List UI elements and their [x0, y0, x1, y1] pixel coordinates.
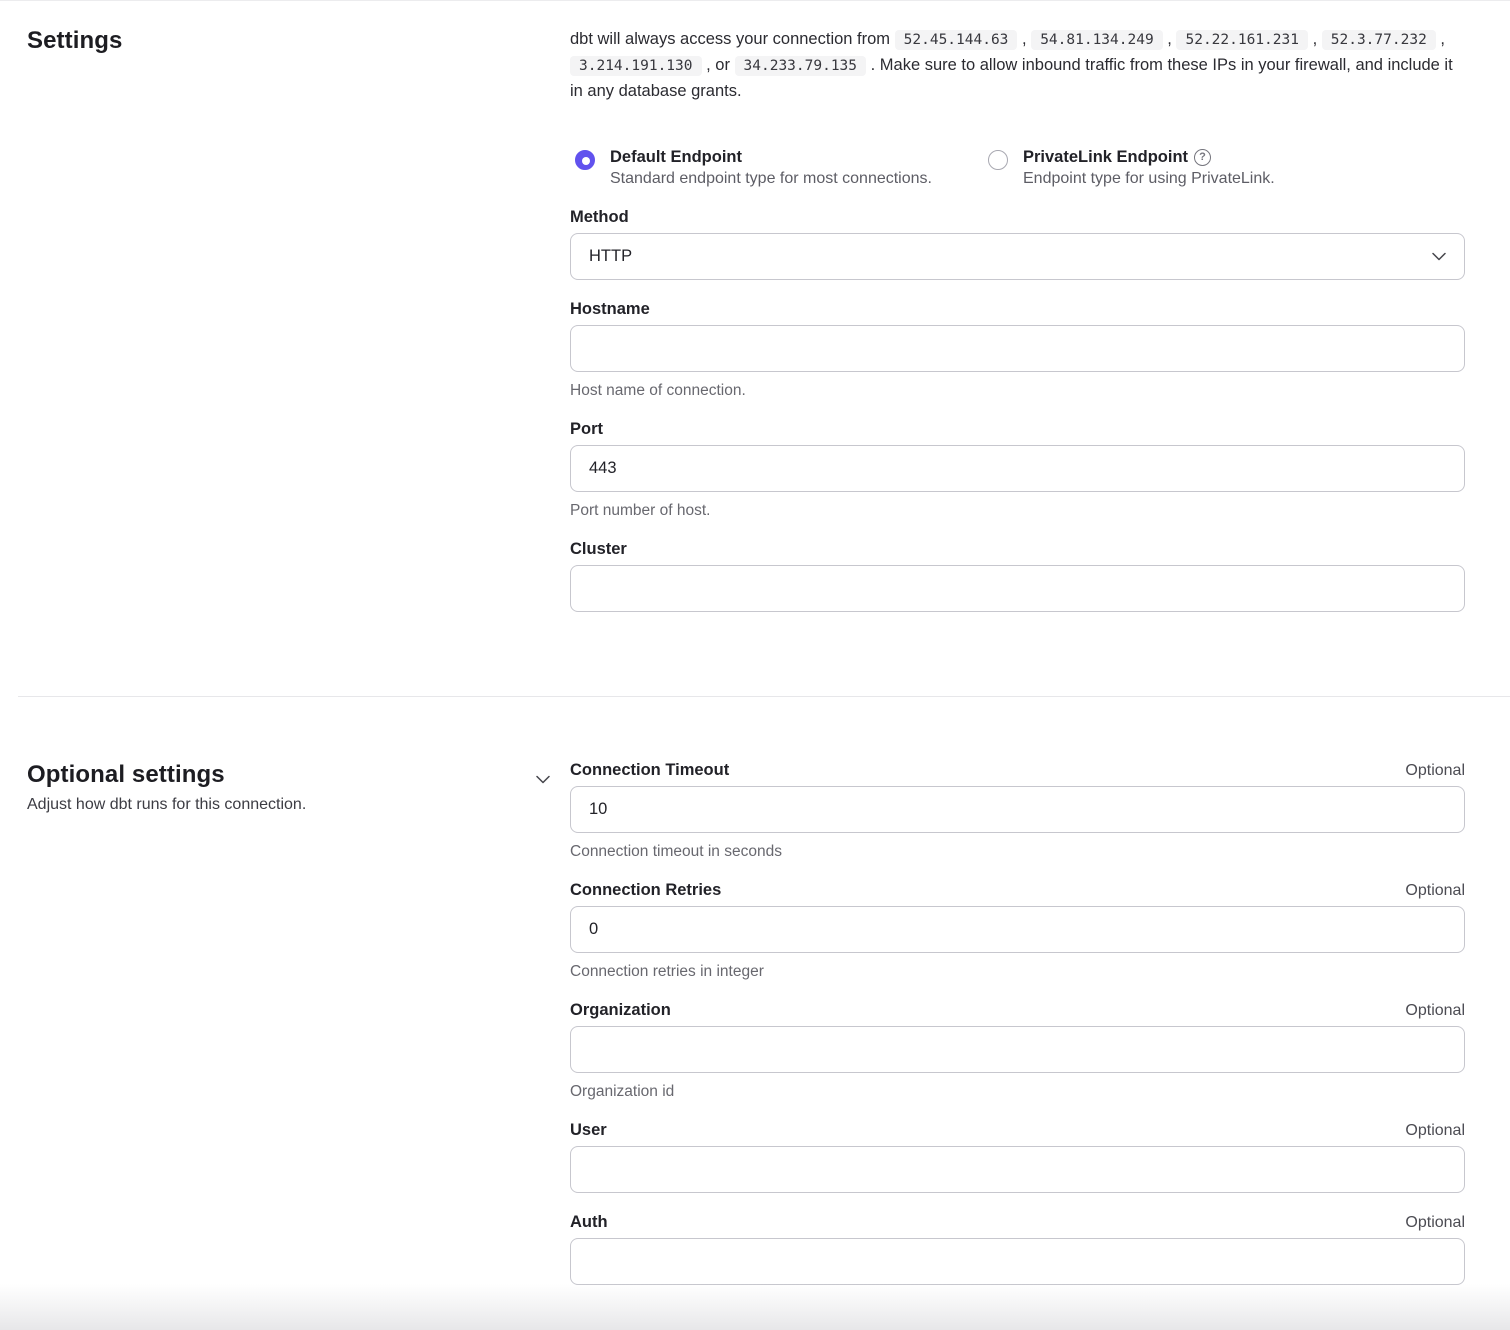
separator: , — [1312, 30, 1318, 48]
connection-timeout-label: Connection Timeout — [570, 761, 730, 779]
port-helper-text: Port number of host. — [570, 502, 711, 519]
connection-retries-input[interactable] — [570, 906, 1465, 953]
chevron-down-icon — [1432, 252, 1446, 261]
endpoint-type-radio-group — [570, 148, 1465, 188]
field-cluster — [570, 540, 1465, 612]
connection-retries-helper-text: Connection retries in integer — [570, 963, 764, 980]
optional-badge: Optional — [1405, 762, 1465, 779]
connection-retries-label: Connection Retries — [570, 881, 722, 899]
field-connection-timeout — [570, 761, 1465, 861]
ip-allowlist-paragraph — [570, 27, 1465, 104]
cluster-label: Cluster — [570, 540, 627, 558]
ip-address-chip: 3.214.191.130 — [570, 56, 702, 76]
separator: , — [1022, 30, 1027, 48]
auth-label: Auth — [570, 1213, 608, 1231]
collapse-section-toggle[interactable] — [536, 769, 550, 789]
ip-address-chip: 52.45.144.63 — [895, 30, 1018, 50]
optional-badge: Optional — [1405, 882, 1465, 899]
field-user — [570, 1121, 1465, 1193]
optional-badge: Optional — [1405, 1002, 1465, 1019]
radio-label-privatelink-endpoint: PrivateLink Endpoint — [1023, 148, 1189, 166]
user-input[interactable] — [570, 1146, 1465, 1193]
field-organization — [570, 1001, 1465, 1101]
hostname-label: Hostname — [570, 300, 650, 318]
port-label: Port — [570, 420, 603, 438]
cluster-input[interactable] — [570, 565, 1465, 612]
radio-description: Standard endpoint type for most connections. — [610, 170, 932, 187]
radio-option-default-endpoint[interactable] — [575, 148, 988, 188]
connection-timeout-input[interactable] — [570, 786, 1465, 833]
organization-label: Organization — [570, 1001, 671, 1019]
optional-badge: Optional — [1405, 1214, 1465, 1231]
settings-title: Settings — [27, 27, 123, 54]
optional-settings-title: Optional settings — [27, 761, 225, 788]
separator: , — [1440, 30, 1445, 48]
separator: , — [1167, 30, 1172, 48]
method-selected-value: HTTP — [589, 247, 633, 265]
field-port — [570, 420, 1465, 520]
organization-input[interactable] — [570, 1026, 1465, 1073]
field-connection-retries — [570, 881, 1465, 981]
hostname-input[interactable] — [570, 325, 1465, 372]
field-hostname — [570, 300, 1465, 400]
method-select[interactable] — [570, 233, 1465, 280]
intro-tail: . Make sure to allow inbound traffic from these IPs in your firewall, and include it in any database grants. — [570, 56, 1453, 100]
connection-timeout-helper-text: Connection timeout in seconds — [570, 843, 782, 860]
radio-label-default-endpoint: Default Endpoint — [610, 148, 742, 166]
field-auth — [570, 1213, 1465, 1285]
help-question-icon[interactable]: ? — [1194, 149, 1211, 166]
user-label: User — [570, 1121, 607, 1139]
optional-badge: Optional — [1405, 1122, 1465, 1139]
separator-or: , or — [706, 56, 730, 74]
optional-settings-subtitle: Adjust how dbt runs for this connection. — [27, 796, 307, 813]
radio-selected-icon[interactable] — [575, 150, 595, 170]
radio-description: Endpoint type for using PrivateLink. — [1023, 170, 1275, 187]
settings-section — [0, 1, 1510, 696]
optional-settings-section — [0, 697, 1510, 1305]
chevron-down-icon — [536, 775, 550, 784]
port-input[interactable] — [570, 445, 1465, 492]
ip-address-chip: 54.81.134.249 — [1031, 30, 1163, 50]
intro-lead: dbt will always access your connection from — [570, 30, 891, 48]
radio-unselected-icon[interactable] — [988, 150, 1008, 170]
field-method — [570, 208, 1465, 280]
organization-helper-text: Organization id — [570, 1083, 675, 1100]
ip-address-chip: 52.22.161.231 — [1176, 30, 1308, 50]
ip-address-chip: 52.3.77.232 — [1322, 30, 1436, 50]
ip-address-chip: 34.233.79.135 — [735, 56, 867, 76]
hostname-helper-text: Host name of connection. — [570, 382, 746, 399]
radio-option-privatelink-endpoint[interactable] — [988, 148, 1275, 188]
method-label: Method — [570, 208, 629, 226]
auth-input[interactable] — [570, 1238, 1465, 1285]
